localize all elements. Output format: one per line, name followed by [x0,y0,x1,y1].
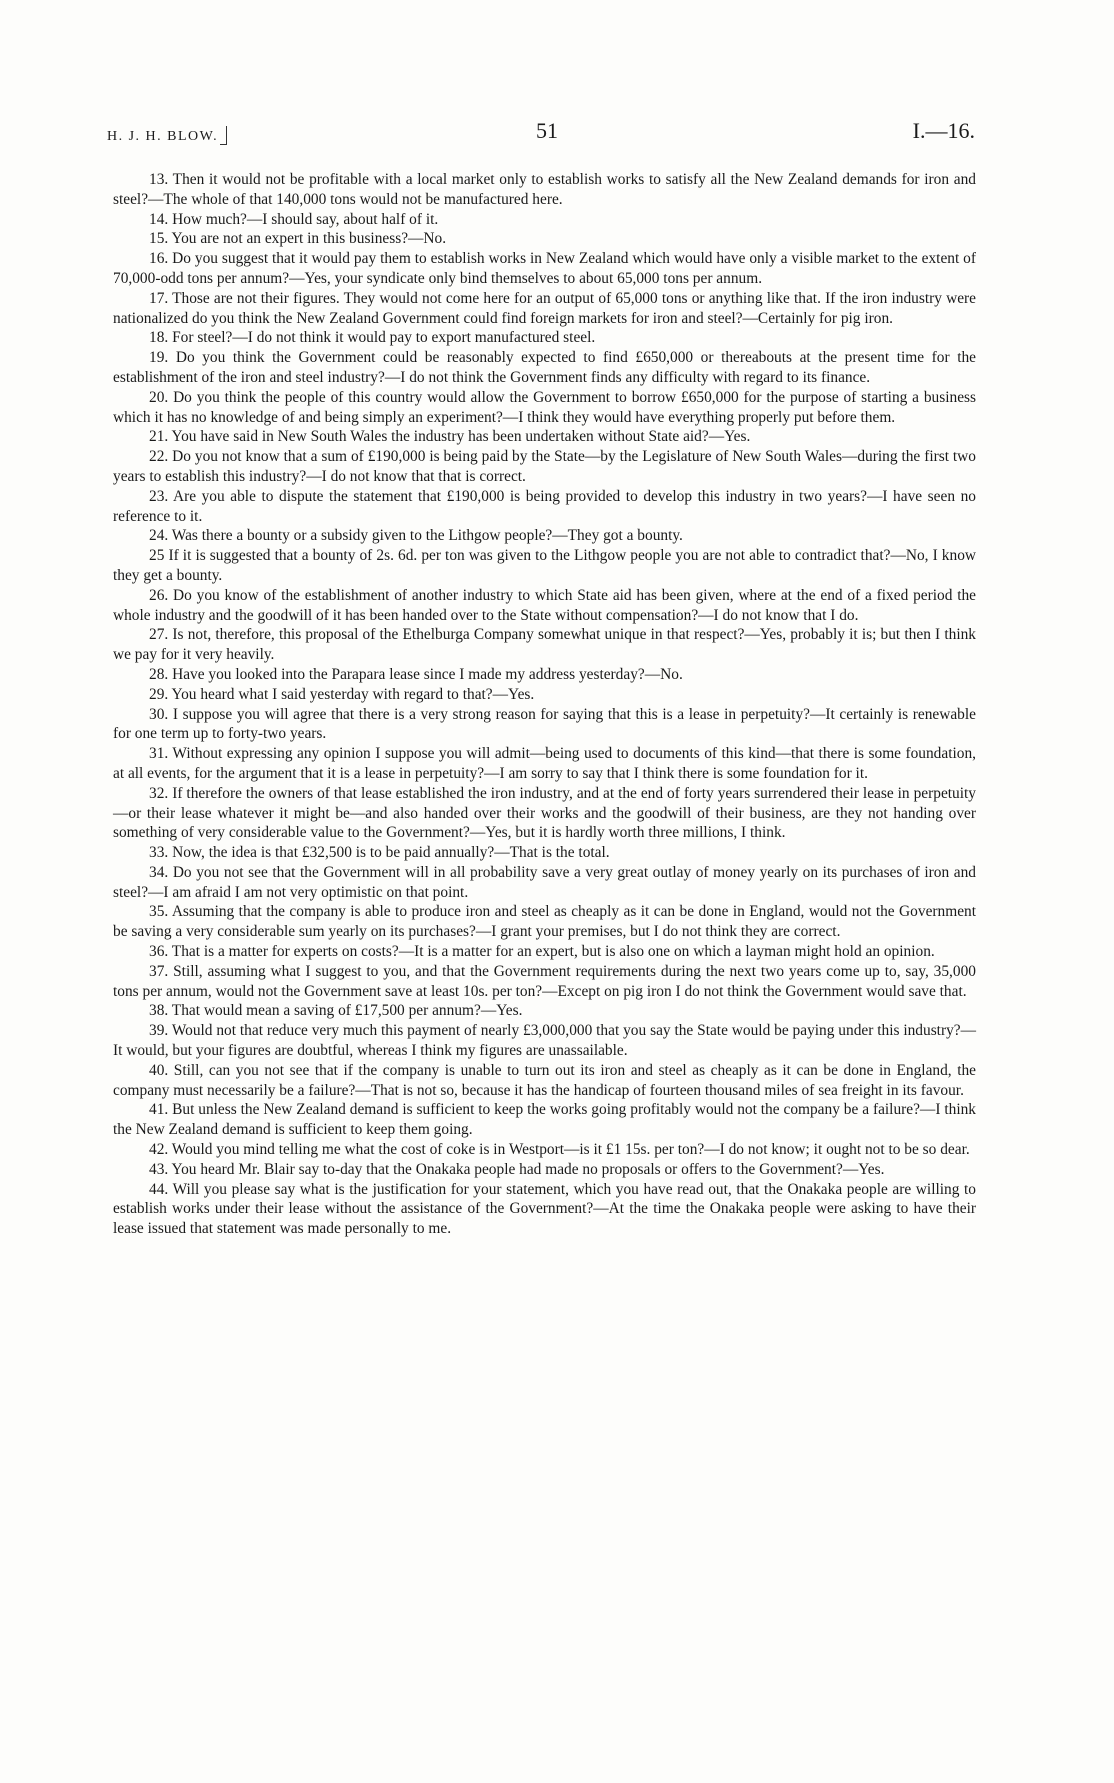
paragraph: 38. That would mean a saving of £17,500 per annum?—Yes. [149,1002,523,1020]
document-reference: I.—16. [912,118,975,143]
paragraph: 26. Do you know of the establishment of another industry to which State aid has been given, where at the end of a fixed period the whole industry and the goodwill of it has been handed over to the State without compensation?—I do not know that I do. [113,586,976,624]
paragraph: 43. You heard Mr. Blair say to-day that the Onakaka people had made no proposals or offers to the Government?—Yes. [149,1160,885,1178]
paragraph: 29. You heard what I said yesterday with regard to that?—Yes. [149,685,535,703]
paragraph: 30. I suppose you will agree that there is a very strong reason for saying that this is a lease in perpetuity?—It certainly is renewable for one term up to forty-two years. [113,705,976,743]
paragraph: 16. Do you suggest that it would pay them to establish works in New Zealand which would have only a visible market to the extent of 70,000-odd tons per annum?—Yes, your syndicate only bind themselves to about 65,000 tons per annum. [113,250,976,287]
paragraph: 32. If therefore the owners of that lease established the iron industry, and at the end of forty years surrendered their lease in perpetuity—or their lease whatever it might be—and also handed over their works and the goodwill of their business, are they not handing over something of very considerable value to the Government?—Yes, but it is hardly worth three millions, I think. [113,784,976,842]
paragraph: 44. Will you please say what is the justification for your statement, which you have read out, that the Onakaka people are willing to establish works under their lease without the assistance of the Government?—At the time the Onakaka people were asking to have their lease issued that statement was made personally to me. [113,1180,976,1238]
paragraph: 40. Still, can you not see that if the company is unable to turn out its iron and steel as cheaply as it can be done in England, the company must necessarily be a failure?—That is not so, because it has the handicap of fourteen thousand miles of sea freight in its favour. [113,1061,976,1099]
paragraph: 21. You have said in New South Wales the industry has been undertaken without State aid?—Yes. [149,428,751,446]
header-bracket [220,126,227,145]
paragraph: 34. Do you not see that the Government will in all probability save a very great outlay of money yearly on its purchases of iron and steel?—I am afraid I am not very optimistic on that point. [113,863,976,901]
paragraph: 35. Assuming that the company is able to produce iron and steel as cheaply as it can be done in England, would not the Government be saving a very considerable sum yearly on its purchases?—I grant your premises, but I do not think they are correct. [113,903,976,941]
paragraph: 28. Have you looked into the Parapara lease since I made my address yesterday?—No. [149,665,683,683]
paragraph: 23. Are you able to dispute the statement that £190,000 is being provided to develop this industry in two years?—I have seen no reference to it. [113,487,976,525]
paragraph: 25 If it is suggested that a bounty of 2s. 6d. per ton was given to the Lithgow people you are not able to contradict that?—No, I know they get a bounty. [113,547,976,584]
paragraph: 18. For steel?—I do not think it would pay to export manufactured steel. [149,329,596,347]
paragraph: 17. Those are not their figures. They would not come here for an output of 65,000 tons or anything like that. If the iron industry were nationalized do you think the New Zealand Government could find foreign markets for iron and steel?—Certainly for pig iron. [113,289,976,327]
paragraph: 36. That is a matter for experts on costs?—It is a matter for an expert, but is also one on which a layman might hold an opinion. [149,943,935,961]
paragraph: 19. Do you think the Government could be reasonably expected to find £650,000 or thereabouts at the present time for the establishment of the iron and steel industry?—I do not think the Government finds any difficulty with regard to its finance. [113,349,976,386]
paragraph: 14. How much?—I should say, about half of it. [149,210,439,228]
paragraph: 42. Would you mind telling me what the cost of coke is in Westport—is it £1 15s. per ton?—I do not know; it ought not to be so dear. [149,1141,970,1159]
paragraph: 41. But unless the New Zealand demand is sufficient to keep the works going profitably would not the company be a failure?—I think the New Zealand demand is sufficient to keep them going. [113,1101,976,1139]
paragraph: 24. Was there a bounty or a subsidy given to the Lithgow people?—They got a bounty. [149,527,683,545]
paragraph: 20. Do you think the people of this country would allow the Government to borrow £650,000 for the purpose of starting a business which it has no knowledge of and being simply an experiment?—I think they would have everything properly put before them. [113,388,976,426]
paragraph: 39. Would not that reduce very much this payment of nearly £3,000,000 that you say the State would be paying under this industry?—It would, but your figures are doubtful, whereas I think my figures are unassailable. [113,1022,976,1060]
page-number: 51 [536,118,558,143]
paragraph: 15. You are not an expert in this business?—No. [149,230,447,248]
page-header [107,118,975,148]
paragraph: 37. Still, assuming what I suggest to you, and that the Government requirements during the next two years come up to, say, 35,000 tons per annum, would not the Government save at least 10s. per ton?—Except on pig iron I do not think the Government would save that. [113,962,976,1000]
header-witness-name: H. J. H. BLOW. [107,126,227,145]
paragraph: 27. Is not, therefore, this proposal of the Ethelburga Company somewhat unique in that respect?—Yes, probably it is; but then I think we pay for it very heavily. [113,626,976,664]
paragraph: 22. Do you not know that a sum of £190,000 is being paid by the State—by the Legislature of New South Wales—during the first two years to establish this industry?—I do not know that that is correct. [113,448,976,485]
paragraph: 13. Then it would not be profitable with a local market only to establish works to satisfy all the New Zealand demands for iron and steel?—The whole of that 140,000 tons would not be manufactured here. [113,171,976,208]
document-body [113,170,976,1239]
paragraph: 31. Without expressing any opinion I suppose you will admit—being used to documents of this kind—that there is some foundation, at all events, for the argument that it is a lease in perpetuity?—I am sorry to say that I think there is some foundation for it. [113,745,976,782]
paragraph: 33. Now, the idea is that £32,500 is to be paid annually?—That is the total. [149,844,610,862]
